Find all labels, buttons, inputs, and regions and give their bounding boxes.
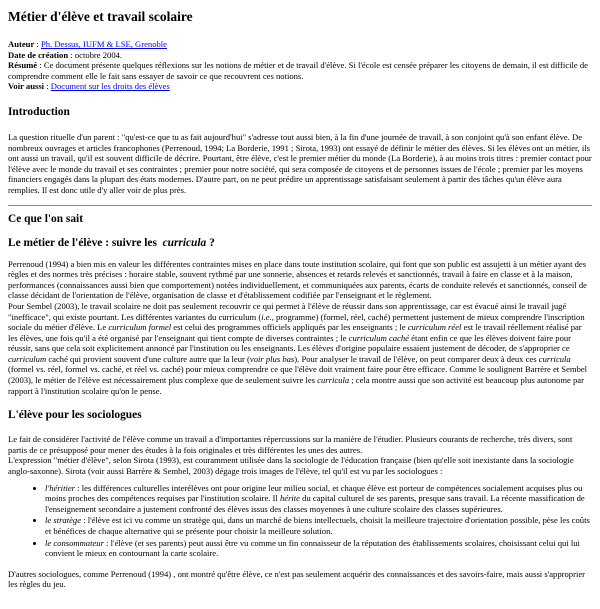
text-run-em: curriculum [8, 353, 47, 364]
section-divider [8, 205, 592, 206]
intro-paragraph: La question rituelle d'un parent : "qu'est-ce que tu as fait aujourd'hui" s'adresse tout aussi bien, à la fin d'une journée de travail, à son conjoint qu'à son enfant élève. De nombreux ouvrages et articles francophones (Perrenoud, 1994; La Borderie, 1991 ; Sirota, 1993) ont essayé de définir le métier des élèves. Si les élèves ont un métier, ils ont aussi un travail, qu'il est souvent difficile de décrire. Pourtant, être élève, c'est le premier métier du monde (La Borderie), à au moins trois titres : premier contact pour l'élève avec le monde du travail et ses contraintes ; premier pour notre société, qui sera composée de citoyens et de personnes issues de l'école ; premier par les moyens financiers engagés dans la plupart des états modernes. D'autre part, on ne peut prédire un apprentissage satisfaisant seulement à partir des tâches qu'un élève aura remplies. Il est donc utile d'y aller voir de plus près. [8, 131, 592, 195]
text-run-em: curriculum caché [348, 332, 409, 343]
text-run: est le travail réellement réalisé par les élèves, une fois qu'il a été organisé par l'enseignant qui tient compte de diverses contraintes ; le [8, 322, 582, 343]
job-paragraph-2 [8, 301, 592, 396]
text-run: , programme) (formel, réel, caché) permettent justement de mieux comprendre l'inscription sociale du métier d'élève. Le [8, 311, 585, 333]
what-we-know-heading: Ce que l'on sait [8, 212, 83, 225]
date-value: octobre 2004. [74, 49, 123, 60]
document-meta [8, 39, 592, 92]
text-run: étant enfin ce que les élèves doivent faire pour réussir, sans que cela soit explicitement annoncé par l'institution ou les enseignants. Les élèves d'origine populaire essaient justement de décoder, de s'approprier ce [8, 332, 572, 354]
job-paragraph-1: Perrenoud (1994) a bien mis en valeur les différentes contraintes mises en place dans toute institution scolaire, qui font que son public est assujetti à un métier ayant des règles et des normes très précises : horaire stable, souvent rythmé par une sonnerie, absences et retards relevés et sanctionnés, travail à faire en classe et à la maison, performances (connaissances aussi bien que comportement) notées individuellement, et communiquées aux parents, écarts de conduite relevés et sanctionnés, conseil de classe décidant de l'orientation de l'élève, organisation de classe et d'établissement codifiée par l'enseignant et le règlement. [8, 258, 587, 301]
sociologists-heading: L'élève pour les sociologues [8, 409, 142, 422]
text-run-em: l'héritier [45, 482, 76, 493]
summary-line: Résumé : Ce document présente quelques réflexions sur les notions de métier et de travail d'élève. Si l'école est censée préparer les citoyens de demain, il est difficile de comprendre comment elle le fait sans essayer de savoir ce que recouvrent ces notions. [8, 60, 588, 81]
see-also-label: Voir aussi [8, 81, 45, 92]
see-also-line: Voir aussi : Document sur les droits des élèves [8, 81, 170, 92]
text-run-em: curricula [538, 353, 571, 364]
job-heading-suffix: ? [209, 236, 215, 249]
job-heading-curricula: curricula [162, 236, 207, 249]
text-run: (formel vs. réel, formel vs. caché, et réel vs. caché) pour mieux comprendre ce que l'élève doit vraiment faire pour être efficace. Comme le soulignent Barrère et Sembel (2003), le métier de l'élève est nécessairement plus complexe que de seulement suivre les [8, 364, 588, 386]
text-run-em: i.e. [261, 311, 272, 322]
date-line: Date de création : octobre 2004. [8, 49, 123, 60]
text-run: : l'élève est ici vu comme un stratège qui, dans un marché de biens intellectuels, choisit la meilleure trajectoire d'orientation possible, pèse les coûts et bénéfices de chaque alternative qui se présente pour choisir la meilleure solution. [45, 515, 590, 536]
list-item-heir [45, 483, 592, 515]
text-run-em: le stratège [45, 515, 82, 526]
author-link[interactable]: Ph. Dessus, IUFM & LSE, Grenoble [40, 39, 167, 49]
closing-paragraph: D'autres sociologues, comme Perrenoud (1994) , ont montré qu'être élève, ce n'est pas seulement acquérir des connaissances et des savoirs-faire, mais aussi s'approprier les règles du jeu. [8, 568, 586, 590]
sociologists-paragraph-2: L'expression "métier d'élève", selon Sirota (1993), est couramment utilisée dans la sociologie de l'éducation française (bien qu'elle soit inexistante dans la sociologie anglo-saxonne). Sirota (voir aussi Barrère & Sembel, 2003) dégage trois images de l'élève, tel qu'il est vu par les sociologues : [8, 455, 574, 477]
text-run-em: curriculum formel [108, 322, 172, 333]
author-line: Auteur : Ph. Dessus, IUFM & LSE, Grenoble [8, 39, 167, 49]
text-run: caché qui provient souvent d'une culture autre que la leur ( [46, 353, 250, 364]
text-run-em: le consommateur [45, 537, 104, 548]
sociologists-paragraph-1: Le fait de considérer l'activité de l'élève comme un travail a d'importantes répercussions sur la manière de l'étudier. Plusieurs courants de recherche, très divers, sont partis de ce présupposé pour mener des études à la fois originales et très différentes les unes des autres. [8, 434, 573, 455]
text-run-em: curricula [317, 375, 350, 386]
text-run-em: hérite [279, 493, 300, 504]
text-run: ; cela montre aussi que son activité est beaucoup plus autonome par rapport à l'institution scolaire qu'on le pense. [8, 375, 584, 396]
job-heading-prefix: Le métier de l'élève : suivre les [8, 236, 157, 249]
author-label: Auteur [8, 39, 35, 49]
text-run: est celui des programmes officiels appliqués par les enseignants ; le [171, 322, 408, 333]
summary-text: Ce document présente quelques réflexions sur les notions de métier et de travail d'élève. Si l'école est censée préparer les citoyens de demain, il est difficile de comprendre comment elle le fait sans essayer de savoir ce que recouvrent ces notions. [8, 60, 588, 81]
text-run-em: curriculum réel [407, 322, 462, 333]
student-images-list [8, 483, 592, 559]
list-item-consumer [45, 538, 592, 559]
text-run: ). Pour analyser le travail de l'élève, on peut comparer deux à deux ces [294, 353, 539, 364]
text-run: : les différences culturelles interélèves ont pour origine leur milieu social, et chaque élève est porteur de compétences socialement acquises plus ou moins proches des compétences requises par l'institution scolaire. Il [45, 482, 583, 504]
summary-label: Résumé [8, 60, 38, 71]
document-page [0, 9, 600, 590]
intro-heading: Introduction [8, 105, 70, 118]
job-heading [8, 236, 592, 250]
text-run: Pour Sembel (2003), le travail scolaire ne doit pas seulement recouvrir ce qui permet à l'élève de réussir dans son apprentissage, car est évacué ainsi le travail jugé "inefficace", qui existe pourtant. Les différentes variantes du curriculum ( [8, 300, 567, 322]
see-also-link[interactable]: Document sur les droits des élèves [50, 81, 170, 92]
text-run-em: voir plus bas [249, 353, 295, 364]
text-run: du capital culturel de ses parents, presque sans travail. La récente massification de l'enseignement secondaire a justement confronté des élèves issus des classes moyennes à une culture scolaire des classes supérieures. [45, 493, 585, 514]
list-item-strategist [45, 515, 592, 536]
date-label: Date de création [8, 49, 69, 60]
page-title: Métier d'élève et travail scolaire [8, 9, 193, 24]
text-run: : l'élève (et ses parents) peut aussi être vu comme un fin connaisseur de la réputation des établissements scolaires, choisissant celui qui lui convient le mieux en contournant la carte scolaire. [45, 537, 580, 559]
